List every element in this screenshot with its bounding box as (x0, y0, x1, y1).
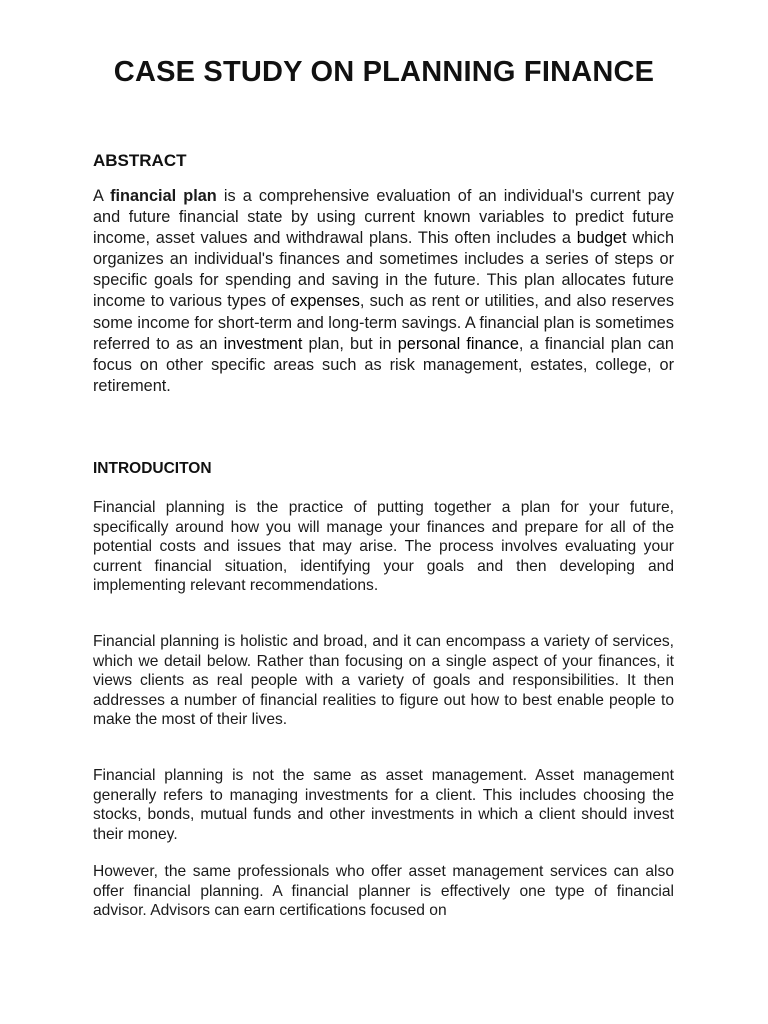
abstract-text-2: is a comprehensive evaluation of an individual's current pay and future financial state by using current known variables to predict future income, asset values and withdrawal plans. This often includes a (93, 187, 675, 248)
abstract-heading: ABSTRACT (93, 151, 187, 170)
abstract-text-4: , such as rent or utilities, and also reserves some income for short-term and long-term savings. A financial plan is sometimes referred to as an (93, 292, 674, 353)
intro-paragraph-1: Financial planning is the practice of putting together a plan for your future, specifically around how you will manage your finances and prepare for all of the potential costs and issues that may arise. The process involves evaluating your current financial situation, identifying your goals and then developing and implementing relevant recommendations. (93, 499, 674, 595)
abstract-text-1: A (93, 187, 111, 205)
intro-paragraph-2: Financial planning is holistic and broad, and it can encompass a variety of services, which we detail below. Rather than focusing on a single aspect of your finances, it views clients as real people with a variety of goals and responsibilities. It then addresses a number of financial realities to figure out how to best enable people to make the most of their lives. (93, 633, 674, 729)
abstract-text-6: , a financial plan can focus on other specific areas such as risk management, estates, college, or retirement. (93, 334, 674, 395)
intro-paragraph-4: However, the same professionals who offer asset management services can also offer financial planning. A financial planner is effectively one type of financial advisor. Advisors can earn certifications focused on (93, 863, 674, 920)
abstract-text-5: plan, but in (302, 334, 398, 353)
intro-paragraph-3: Financial planning is not the same as asset management. Asset management generally refers to managing investments for a client. This includes choosing the stocks, bonds, mutual funds and other investments in which a client should invest their money. (93, 767, 674, 843)
expenses-term: expenses (290, 292, 360, 311)
abstract-text-3: which organizes an individual's finances and sometimes includes a series of steps or specific goals for spending and saving in the future. This plan allocates future income to various types of (93, 229, 674, 311)
abstract-paragraph (93, 186, 674, 397)
financial-plan-term: financial plan (110, 187, 217, 205)
investment-term: investment (223, 334, 303, 353)
budget-term: budget (576, 229, 627, 248)
introduction-heading: INTRODUCITON (93, 460, 212, 477)
personal-finance-term: personal finance (397, 334, 519, 353)
document-title: CASE STUDY ON PLANNING FINANCE (113, 56, 655, 88)
